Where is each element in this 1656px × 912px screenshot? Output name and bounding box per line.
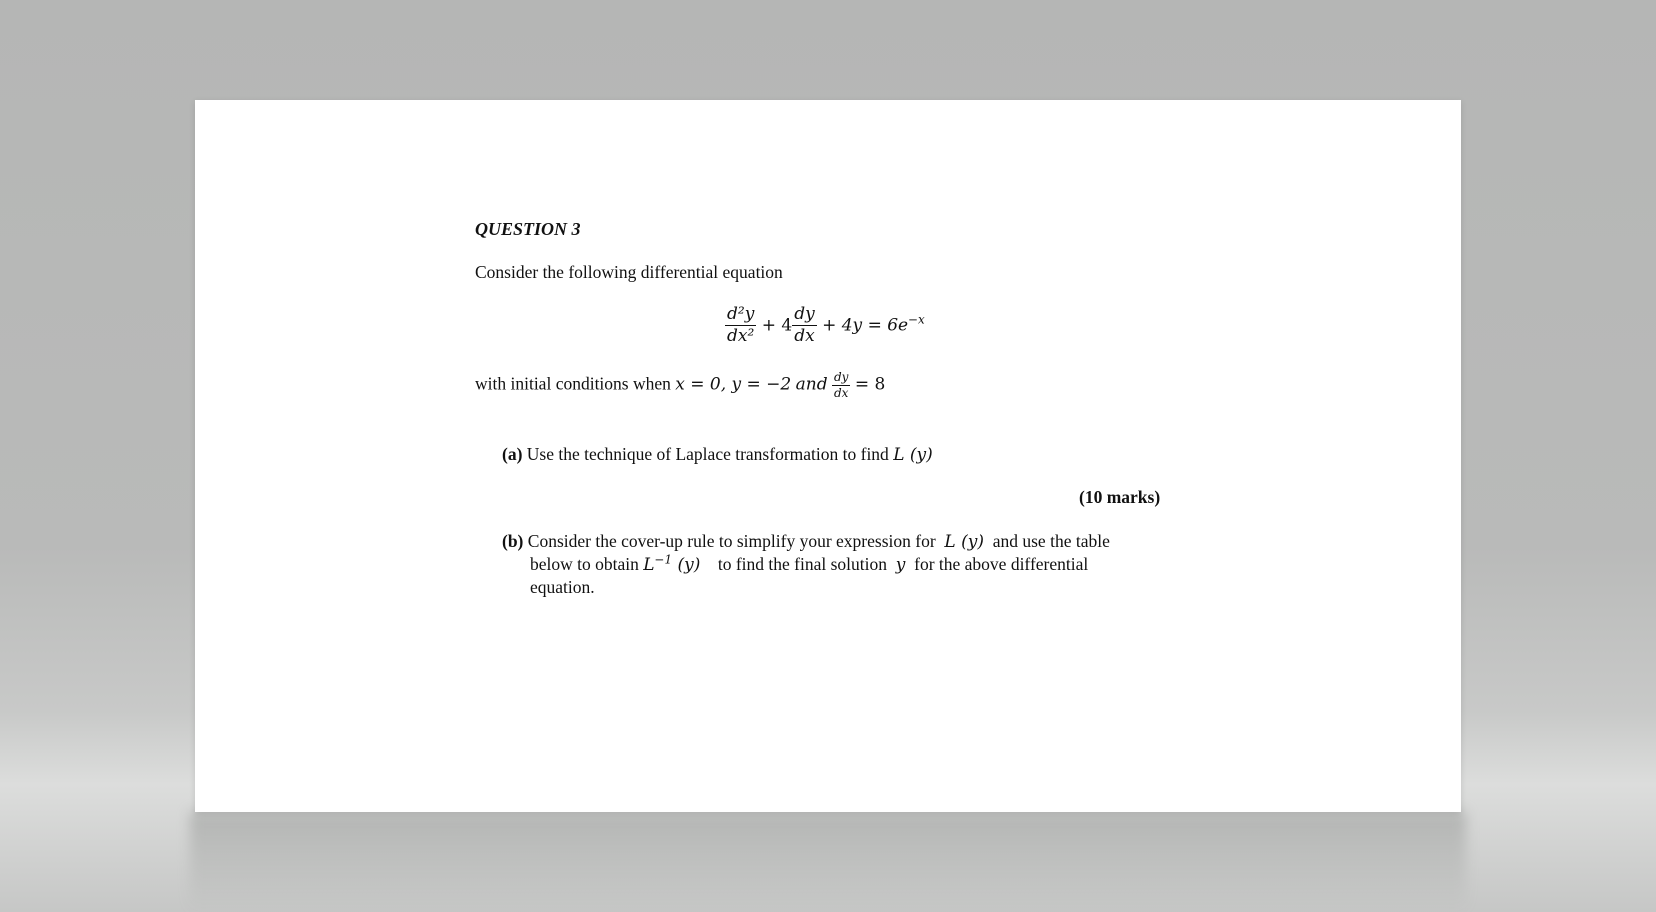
part-b-text: below to obtain (530, 554, 639, 575)
differential-equation (725, 304, 925, 348)
part-b (502, 530, 1110, 599)
part-b-text: to find the final solution (717, 554, 888, 575)
part-b-label: (b) (502, 531, 524, 551)
equation-rest: + 4y = 6e (822, 315, 909, 336)
fraction-denominator: dx² (727, 326, 755, 347)
fraction-denominator: dx (833, 386, 849, 400)
part-b-line-1 (502, 530, 1110, 553)
initial-derivative-fraction (832, 370, 850, 401)
first-derivative-fraction (792, 304, 817, 348)
initial-conditions (475, 370, 885, 401)
question-intro: Consider the following differential equation (475, 262, 783, 282)
part-a-label: (a) (502, 444, 523, 464)
inverse-laplace-sup: −1 (654, 552, 673, 567)
equation-plus-term: + 4 (761, 315, 793, 336)
part-b-text: Consider the cover-up rule to simplify your expression for (527, 531, 936, 551)
page-floor-shadow (190, 812, 1466, 912)
part-a-expression: L (y) (893, 445, 933, 465)
inverse-laplace-arg: (y) (677, 555, 701, 576)
document-page (195, 100, 1461, 812)
initial-values: x = 0, y = −2 (675, 374, 792, 395)
solution-variable: y (895, 555, 906, 576)
part-b-line-3 (502, 576, 1110, 599)
fraction-numerator: dy (833, 370, 849, 384)
initial-and: and (795, 374, 828, 395)
second-derivative-fraction (725, 304, 756, 348)
part-b-line-2 (502, 553, 1110, 576)
initial-derivative-value: = 8 (854, 374, 886, 395)
part-b-text: for the above differential (914, 554, 1089, 575)
part-b-expression: L (y) (944, 532, 984, 552)
part-b-text: and use the table (992, 531, 1110, 551)
fraction-numerator: d²y (725, 304, 756, 326)
question-title: QUESTION 3 (475, 219, 581, 239)
fraction-denominator: dx (794, 326, 815, 347)
part-a-marks: (10 marks) (1079, 487, 1161, 507)
part-a (502, 444, 933, 465)
part-b-text: equation. (530, 577, 595, 598)
initial-conditions-lead: with initial conditions when (475, 373, 671, 394)
equation-exponent: −x (908, 312, 925, 327)
inverse-laplace-base: L (643, 555, 655, 576)
fraction-numerator: dy (792, 304, 817, 326)
part-a-text: Use the technique of Laplace transformation to find (526, 444, 889, 464)
inverse-laplace-expression (643, 552, 701, 576)
